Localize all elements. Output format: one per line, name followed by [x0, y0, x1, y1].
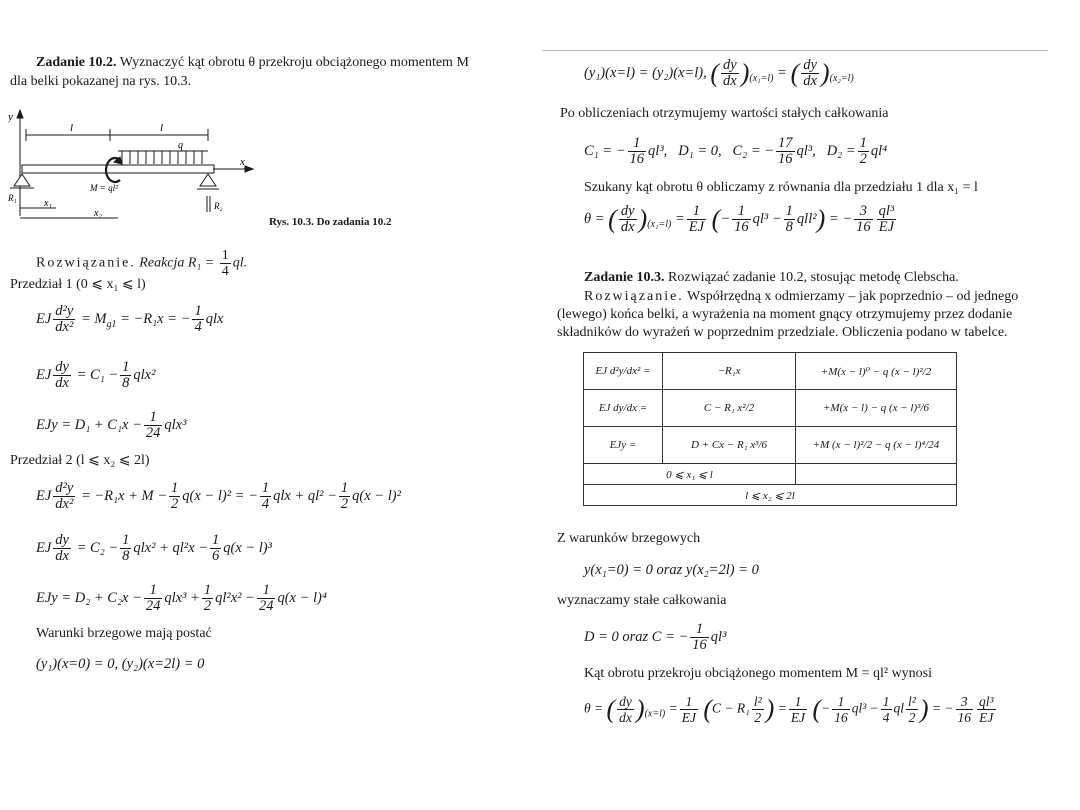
problem-10-3-line2: (lewego) końca belki, a wyrażenia na moment gnący otrzymujemy przez dodanie: [557, 307, 1013, 322]
theta-equation-1: θ = ( $\frac{dy}{dx}$ )$_{(x_1=l)}$ = $\frac{1}{EJ}$ (− $\frac{1}{16}$ ql³ − $\frac{1}{8}$ qll²) = − $\frac{3}{16}$ $\frac{\text{ql³}}{EJ}$: [584, 203, 895, 235]
boundary-conditions-heading: Warunki brzegowe mają postać: [36, 626, 212, 641]
fig-label-l2: l: [160, 122, 164, 134]
boundary-conditions-2: y(x₁=0) = 0 oraz y(x₂=2l) = 0: [584, 562, 759, 578]
problem-10-3-line3: składników do wyrażeń w poprzednim przedziale. Obliczenia podano w tabelce.: [557, 325, 1008, 340]
beam-figure: [8, 108, 268, 226]
table-cell-interval-2: l ⩽ x₂ ⩽ 2l: [584, 485, 957, 506]
table-cell: D + Cx − R₁ x³/6: [663, 427, 796, 464]
table-cell: +M (x − l)²/2 − q (x − l)⁴/24: [796, 427, 957, 464]
equation-6: EJy = D₂ + C₂x − $\frac{1}{24}$ qlx³ + $\frac{1}{2}$ ql²x² − $\frac{1}{24}$ q(x − l)⁴: [36, 582, 327, 614]
angle-heading-2: Kąt obrotu przekroju obciążonego momentem M = ql² wynosi: [584, 666, 933, 681]
problem-text: Wyznaczyć kąt obrotu θ przekroju obciążonego momentem M: [119, 55, 469, 70]
equation-1: EJ $\frac{\text{d²y}}{\text{dx²}}$ = $M_{g1} = -R_1x$ = − $\frac{1}{4}$ qlx: [36, 303, 224, 335]
table-cell: EJ d²y/dx² =: [584, 353, 663, 390]
beam: [22, 165, 214, 173]
equation-5: EJ $\frac{dy}{dx}$ = C₂ − $\frac{1}{8}$ qlx² + ql²x − $\frac{1}{6}$ q(x − l)³: [36, 532, 272, 564]
table-cell: C − R₁ x²/2: [663, 390, 796, 427]
boundary-conditions: (y₁)(x=0) = 0, (y₂)(x=2l) = 0: [36, 656, 205, 672]
fig-label-q: q: [178, 140, 183, 151]
equation-2: EJ $\frac{dy}{dx}$ = C₁ − $\frac{1}{8}$ qlx²: [36, 359, 156, 391]
theta-equation-2: θ = ( $\frac{dy}{dx}$ )$_{(x=l)}$ = $\frac{1}{EJ}$ (C − R₁ $\frac{\text{l²}}{2}$ ) = $\frac{1}{EJ}$ (− $\frac{1}{16}$ ql³ − $\frac{1}{4}$ ql $\frac{\text{l²}}{2}$ ) = − $\frac{3}{16}$ $\frac{\text{ql³}}{EJ}$: [584, 694, 994, 725]
table-cell: −R₁x: [663, 353, 796, 390]
fig-label-x2: x₂: [94, 208, 102, 219]
fig-label-R2: R₂: [214, 201, 223, 211]
table-cell: EJ dy/dx =: [584, 390, 663, 427]
table-row: [584, 390, 957, 427]
interval-1-heading: Przedział 1 (0 ⩽ x₁ ⩽ l): [10, 277, 146, 292]
continuity-conditions: (y₁)(x=l) = (y₂)(x=l), ( $\frac{dy}{dx}$ )$_{(x_1=l)}$ = ( $\frac{dy}{dx}$ )$_{(x_2=l)}$: [584, 57, 854, 89]
table-row: [584, 485, 957, 506]
interval-2-heading: Przedział 2 (l ⩽ x₂ ⩽ 2l): [10, 453, 150, 468]
fig-label-l1: l: [70, 122, 74, 134]
left-support: [14, 174, 30, 186]
fig-label-x: x: [240, 156, 245, 168]
constants-heading-2: wyznaczamy stałe całkowania: [557, 593, 727, 608]
table-row: [584, 353, 957, 390]
angle-intro: Szukany kąt obrotu θ obliczamy z równania dla przedziału 1 dla x₁ = l: [584, 180, 978, 195]
integration-constants: C₁ = − $\frac{1}{16}$ ql³, D₁ = 0, C₂ = − $\frac{17}{16}$ ql³, D₂ = $\frac{1}{2}$ ql⁴: [584, 135, 888, 167]
table-row: [584, 464, 957, 485]
clebsch-table: [583, 352, 957, 506]
boundary-heading-2: Z warunków brzegowych: [557, 531, 701, 546]
table-cell: +M(x − l) − q (x − l)³/6: [796, 390, 957, 427]
problem-text-line2: dla belki pokazanej na rys. 10.3.: [10, 74, 192, 89]
problem-number: Zadanie 10.2.: [36, 55, 117, 70]
fig-label-x1: x₁: [44, 198, 52, 209]
equation-3: EJy = D₁ + C₁x − $\frac{1}{24}$ qlx³: [36, 409, 187, 441]
problem-10-2-title: [36, 55, 469, 71]
table-cell: +M(x − l)⁰ − q (x − l)²/2: [796, 353, 957, 390]
table-cell-interval-1: 0 ⩽ x₁ ⩽ l: [584, 464, 796, 485]
constants-intro: Po obliczeniach otrzymujemy wartości stałych całkowania: [560, 106, 889, 121]
table-row: [584, 427, 957, 464]
table-cell: EJy =: [584, 427, 663, 464]
fig-label-M: M = ql²: [90, 183, 118, 193]
constants-result: D = 0 oraz C = − $\frac{1}{16}$ ql³: [584, 621, 727, 653]
problem-10-3-line1: Rozwiązanie. Współrzędną x odmierzamy – jak poprzednio – od jednego: [584, 289, 1019, 304]
figure-caption: Rys. 10.3. Do zadania 10.2: [269, 216, 392, 228]
y-axis-arrow: [17, 110, 23, 118]
fig-label-R1: R₁: [8, 193, 17, 203]
right-support: [200, 174, 216, 186]
equation-4: EJ $\frac{\text{d²y}}{\text{dx²}}$ = −R₁x + M − $\frac{1}{2}$ q(x − l)² = − $\frac{1}{4}$ qlx + ql² − $\frac{1}{2}$ q(x − l)²: [36, 480, 401, 512]
problem-10-3-title: Zadanie 10.3. Rozwiązać zadanie 10.2, stosując metodę Clebscha.: [584, 270, 959, 285]
distributed-load-arrows: [122, 151, 202, 164]
fig-label-y: y: [8, 111, 13, 123]
solution-intro: Rozwiązanie. Reakcja R₁ = $\frac{1}{4}$ ql.: [36, 248, 248, 279]
